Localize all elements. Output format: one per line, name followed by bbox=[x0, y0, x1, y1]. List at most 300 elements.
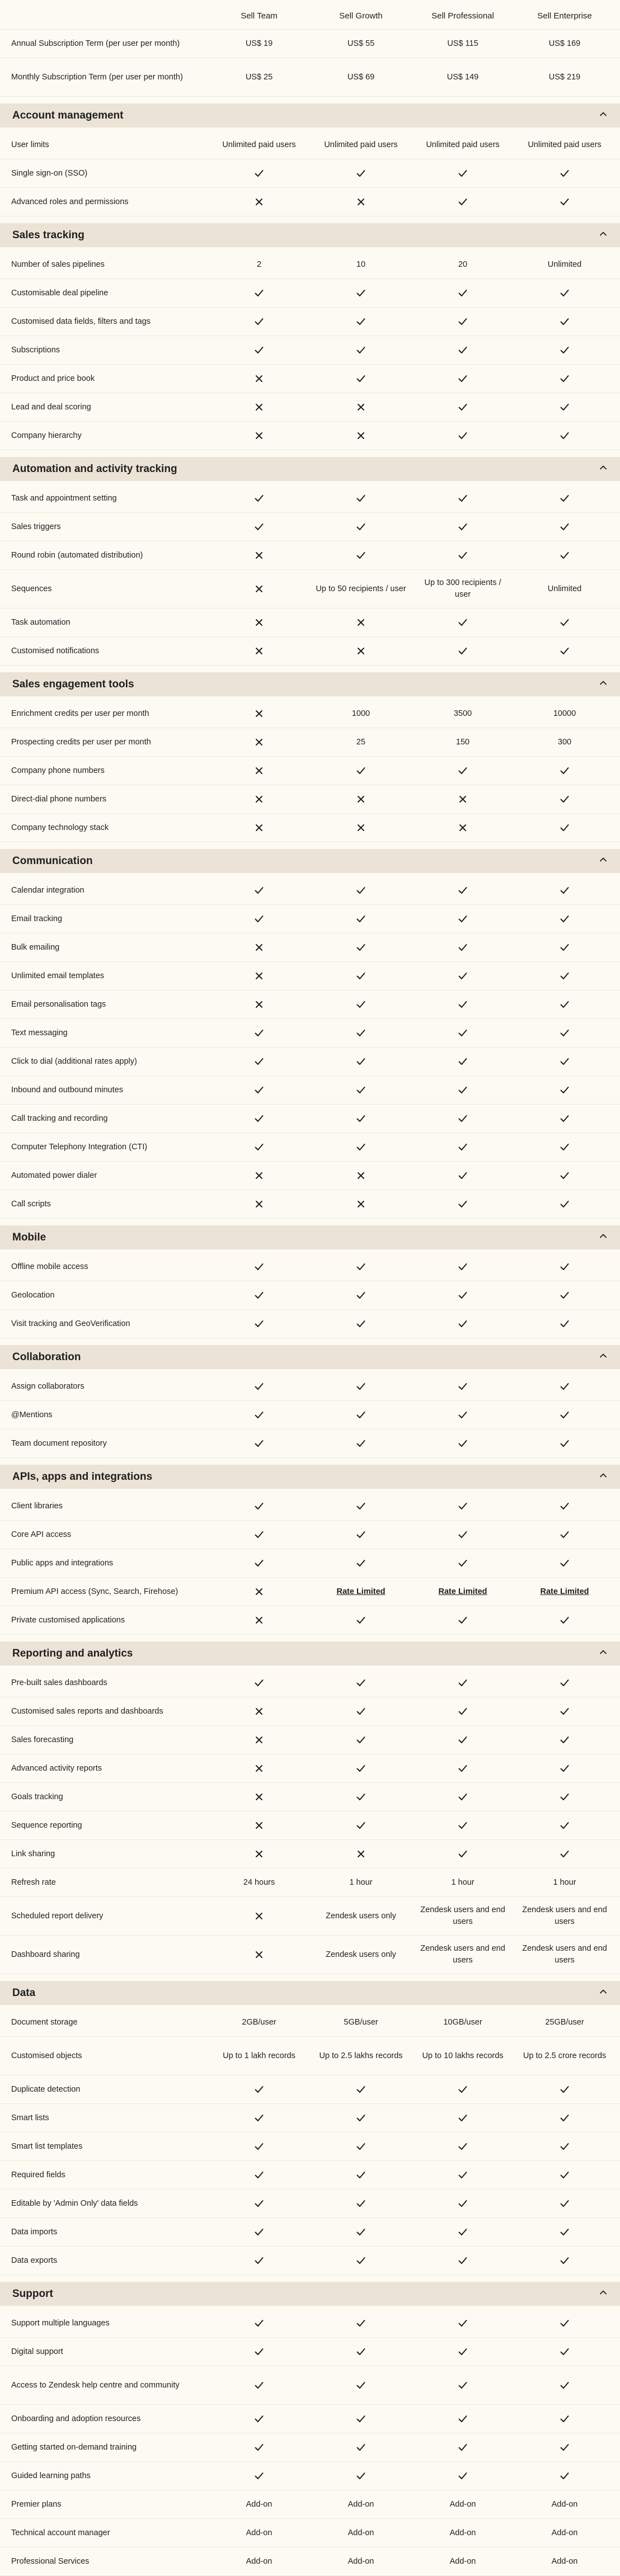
cross-icon bbox=[208, 550, 310, 562]
check-icon bbox=[514, 1261, 616, 1273]
feature-row-client-libraries bbox=[0, 1492, 620, 1521]
plan-value: 5GB/user bbox=[344, 2017, 378, 2027]
check-icon bbox=[514, 402, 616, 413]
section-title: Automation and activity tracking bbox=[12, 463, 177, 475]
feature-row-prospecting-credits-per-user-per-month bbox=[0, 728, 620, 757]
feature-row-call-scripts bbox=[0, 1190, 620, 1219]
cross-icon bbox=[208, 1706, 310, 1718]
feature-label: Private customised applications bbox=[11, 1615, 125, 1625]
feature-row-access-to-zendesk-help-centre-and-community bbox=[0, 2366, 620, 2405]
feature-row-bulk-emailing bbox=[0, 933, 620, 962]
chevron-up-icon[interactable] bbox=[598, 1470, 609, 1484]
section-header-account-management[interactable] bbox=[0, 103, 620, 128]
check-icon bbox=[310, 999, 412, 1011]
check-icon bbox=[208, 2169, 310, 2181]
cross-icon bbox=[208, 1820, 310, 1832]
feature-label: Customised sales reports and dashboards bbox=[11, 1706, 163, 1716]
check-icon bbox=[310, 316, 412, 328]
feature-label: Sequences bbox=[11, 584, 52, 593]
cross-icon bbox=[208, 1763, 310, 1775]
check-icon bbox=[514, 1409, 616, 1421]
check-icon bbox=[208, 1381, 310, 1393]
feature-label: Smart lists bbox=[11, 2113, 49, 2122]
feature-label: Required fields bbox=[11, 2170, 65, 2179]
check-icon bbox=[514, 1791, 616, 1803]
check-icon bbox=[412, 2169, 514, 2181]
feature-row-onboarding-and-adoption-resources bbox=[0, 2405, 620, 2433]
check-icon bbox=[208, 316, 310, 328]
section-header-mobile[interactable] bbox=[0, 1225, 620, 1249]
check-icon bbox=[412, 2470, 514, 2482]
feature-row-dashboard-sharing bbox=[0, 1936, 620, 1974]
check-icon bbox=[412, 1677, 514, 1689]
check-icon bbox=[412, 2255, 514, 2267]
check-icon bbox=[208, 1290, 310, 1301]
cross-icon bbox=[208, 1170, 310, 1182]
check-icon bbox=[412, 1261, 514, 1273]
check-icon bbox=[412, 1084, 514, 1096]
plan-value: US$ 169 bbox=[548, 39, 581, 48]
check-icon bbox=[208, 1027, 310, 1039]
feature-row-team-document-repository bbox=[0, 1429, 620, 1458]
feature-row-email-tracking bbox=[0, 905, 620, 933]
feature-label: Enrichment credits per user per month bbox=[11, 709, 149, 718]
feature-label: Click to dial (additional rates apply) bbox=[11, 1056, 137, 1066]
cross-icon bbox=[208, 1734, 310, 1746]
section-header-collaboration[interactable] bbox=[0, 1345, 620, 1369]
feature-row-text-messaging bbox=[0, 1019, 620, 1048]
feature-row-guided-learning-paths bbox=[0, 2462, 620, 2490]
check-icon bbox=[412, 1027, 514, 1039]
check-icon bbox=[310, 1290, 412, 1301]
feature-row-customised-sales-reports-and-dashboards bbox=[0, 1697, 620, 1726]
check-icon bbox=[208, 345, 310, 356]
section-header-data[interactable] bbox=[0, 1981, 620, 2005]
cross-icon bbox=[208, 970, 310, 982]
feature-label: Lead and deal scoring bbox=[11, 402, 91, 412]
plan-value: Zendesk users and end users bbox=[522, 1905, 607, 1926]
check-icon bbox=[310, 2084, 412, 2096]
feature-label: Email personalisation tags bbox=[11, 999, 106, 1009]
section-title: Sales engagement tools bbox=[12, 678, 134, 690]
plan-value: 10 bbox=[356, 260, 366, 269]
check-icon bbox=[514, 1848, 616, 1860]
check-icon bbox=[310, 885, 412, 897]
feature-label: Call scripts bbox=[11, 1199, 51, 1209]
check-icon bbox=[514, 2198, 616, 2210]
feature-label: Scheduled report delivery bbox=[11, 1911, 104, 1921]
cross-icon bbox=[208, 794, 310, 805]
check-icon bbox=[514, 1706, 616, 1718]
chevron-up-icon[interactable] bbox=[598, 1230, 609, 1244]
cross-icon bbox=[310, 1848, 412, 1860]
check-icon bbox=[412, 1615, 514, 1626]
plan-value: Zendesk users only bbox=[326, 1950, 396, 1959]
cross-icon bbox=[412, 822, 514, 834]
check-icon bbox=[412, 316, 514, 328]
feature-label: Calendar integration bbox=[11, 885, 84, 895]
plan-value: Up to 50 recipients / user bbox=[316, 584, 406, 593]
feature-row-technical-account-manager bbox=[0, 2519, 620, 2547]
check-icon bbox=[412, 1763, 514, 1775]
section-header-reporting-and-analytics[interactable] bbox=[0, 1641, 620, 1666]
cross-icon bbox=[412, 794, 514, 805]
cross-icon bbox=[208, 583, 310, 595]
feature-row-smart-lists bbox=[0, 2104, 620, 2132]
plan-value: Unlimited bbox=[547, 584, 582, 593]
feature-label: Document storage bbox=[11, 2017, 78, 2027]
plan-value: 20 bbox=[458, 260, 468, 269]
feature-row-duplicate-detection bbox=[0, 2075, 620, 2104]
cross-icon bbox=[208, 196, 310, 208]
feature-label: Premier plans bbox=[11, 2499, 62, 2509]
check-icon bbox=[310, 1113, 412, 1125]
chevron-up-icon[interactable] bbox=[598, 1350, 609, 1364]
feature-row-call-tracking-and-recording bbox=[0, 1105, 620, 1133]
plan-value: Zendesk users and end users bbox=[522, 1944, 607, 1965]
feature-row-lead-and-deal-scoring bbox=[0, 393, 620, 422]
feature-row-customised-data-fields-filters-and-tags bbox=[0, 308, 620, 336]
check-icon bbox=[208, 2112, 310, 2124]
feature-row-task-automation bbox=[0, 608, 620, 637]
check-icon bbox=[514, 942, 616, 954]
cross-icon bbox=[310, 196, 412, 208]
cross-icon bbox=[310, 617, 412, 629]
plan-value: Add-on bbox=[347, 2528, 374, 2537]
plan-value: Add-on bbox=[246, 2499, 273, 2509]
chevron-up-icon[interactable] bbox=[598, 677, 609, 691]
feature-row-user-limits bbox=[0, 131, 620, 159]
cross-icon bbox=[208, 373, 310, 385]
plan-value: 24 hours bbox=[243, 1877, 275, 1887]
check-icon bbox=[310, 1558, 412, 1569]
feature-row-geolocation bbox=[0, 1281, 620, 1310]
section-title: Collaboration bbox=[12, 1351, 81, 1363]
check-icon bbox=[514, 345, 616, 356]
cross-icon bbox=[310, 794, 412, 805]
check-icon bbox=[208, 2318, 310, 2329]
check-icon bbox=[412, 970, 514, 982]
feature-label: Prospecting credits per user per month bbox=[11, 737, 151, 747]
feature-label: Editable by 'Admin Only' data fields bbox=[11, 2198, 138, 2208]
feature-label: Guided learning paths bbox=[11, 2471, 91, 2480]
check-icon bbox=[208, 2226, 310, 2238]
check-icon bbox=[310, 2198, 412, 2210]
feature-label: Offline mobile access bbox=[11, 1262, 88, 1271]
feature-row-professional-services bbox=[0, 2547, 620, 2576]
check-icon bbox=[514, 1381, 616, 1393]
plan-value: US$ 219 bbox=[548, 72, 581, 82]
check-icon bbox=[208, 2255, 310, 2267]
check-icon bbox=[310, 521, 412, 533]
cross-icon bbox=[208, 430, 310, 442]
feature-row-customisable-deal-pipeline bbox=[0, 279, 620, 308]
chevron-up-icon[interactable] bbox=[598, 854, 609, 868]
check-icon bbox=[412, 617, 514, 629]
check-icon bbox=[310, 1529, 412, 1541]
feature-row-premium-api-access-sync-search-firehose bbox=[0, 1578, 620, 1606]
section-header-sales-engagement-tools[interactable] bbox=[0, 672, 620, 696]
check-icon bbox=[310, 2318, 412, 2329]
check-icon bbox=[514, 1615, 616, 1626]
feature-label: Smart list templates bbox=[11, 2141, 83, 2151]
check-icon bbox=[514, 2141, 616, 2153]
feature-label: Round robin (automated distribution) bbox=[11, 550, 143, 560]
check-icon bbox=[514, 1763, 616, 1775]
check-icon bbox=[310, 2470, 412, 2482]
cross-icon bbox=[208, 942, 310, 954]
check-icon bbox=[514, 1529, 616, 1541]
check-icon bbox=[514, 2084, 616, 2096]
check-icon bbox=[310, 970, 412, 982]
check-icon bbox=[514, 2255, 616, 2267]
feature-row-advanced-activity-reports bbox=[0, 1754, 620, 1783]
check-icon bbox=[514, 2470, 616, 2482]
feature-label: Customised notifications bbox=[11, 646, 100, 655]
rate-limited-link[interactable]: Rate Limited bbox=[540, 1587, 589, 1596]
section-title: Communication bbox=[12, 855, 93, 867]
check-icon bbox=[514, 1501, 616, 1512]
check-icon bbox=[310, 2141, 412, 2153]
feature-row-product-and-price-book bbox=[0, 365, 620, 393]
feature-row-data-exports bbox=[0, 2247, 620, 2275]
plan-value: Up to 2.5 crore records bbox=[523, 2051, 607, 2060]
feature-row-refresh-rate bbox=[0, 1869, 620, 1897]
check-icon bbox=[514, 373, 616, 385]
plan-value-cell bbox=[412, 1586, 514, 1598]
plan-value-cell bbox=[514, 1586, 616, 1598]
feature-row-task-and-appointment-setting bbox=[0, 484, 620, 513]
plan-value: Add-on bbox=[347, 2556, 374, 2566]
feature-row-email-personalisation-tags bbox=[0, 990, 620, 1019]
plan-name: Sell Professional bbox=[431, 11, 494, 21]
cross-icon bbox=[310, 645, 412, 657]
check-icon bbox=[514, 970, 616, 982]
feature-row-sales-triggers bbox=[0, 513, 620, 541]
plan-value: Zendesk users and end users bbox=[420, 1944, 505, 1965]
feature-label: Text messaging bbox=[11, 1028, 68, 1037]
feature-row-customised-notifications bbox=[0, 637, 620, 666]
chevron-up-icon[interactable] bbox=[598, 462, 609, 476]
feature-row-support-multiple-languages bbox=[0, 2309, 620, 2338]
feature-row-enrichment-credits-per-user-per-month bbox=[0, 700, 620, 728]
check-icon bbox=[412, 1381, 514, 1393]
feature-row-direct-dial-phone-numbers bbox=[0, 785, 620, 814]
check-icon bbox=[514, 1820, 616, 1832]
feature-label: Assign collaborators bbox=[11, 1381, 84, 1391]
feature-row-company-technology-stack bbox=[0, 814, 620, 842]
check-icon bbox=[310, 1056, 412, 1068]
feature-label: Public apps and integrations bbox=[11, 1558, 114, 1568]
check-icon bbox=[412, 2380, 514, 2391]
check-icon bbox=[208, 2413, 310, 2425]
plan-value: 10GB/user bbox=[443, 2017, 482, 2027]
feature-row-monthly-subscription-term-per-user-per-month bbox=[0, 58, 620, 97]
plan-value: Unlimited paid users bbox=[426, 140, 500, 149]
feature-label: Pre-built sales dashboards bbox=[11, 1678, 107, 1687]
section-header-communication[interactable] bbox=[0, 849, 620, 873]
check-icon bbox=[310, 2112, 412, 2124]
check-icon bbox=[412, 521, 514, 533]
plan-value: Up to 2.5 lakhs records bbox=[319, 2051, 403, 2060]
rate-limited-link[interactable]: Rate Limited bbox=[438, 1587, 487, 1596]
feature-label: Advanced roles and permissions bbox=[11, 197, 129, 206]
feature-row-click-to-dial-additional-rates-apply bbox=[0, 1048, 620, 1076]
feature-row-assign-collaborators bbox=[0, 1372, 620, 1401]
plan-value: Add-on bbox=[551, 2556, 578, 2566]
plan-value-cell bbox=[310, 1586, 412, 1598]
feature-label: Client libraries bbox=[11, 1501, 63, 1511]
chevron-up-icon[interactable] bbox=[598, 228, 609, 242]
check-icon bbox=[514, 316, 616, 328]
check-icon bbox=[208, 1141, 310, 1153]
check-icon bbox=[412, 999, 514, 1011]
check-icon bbox=[412, 1170, 514, 1182]
feature-label: Computer Telephony Integration (CTI) bbox=[11, 1142, 148, 1152]
section-title: Mobile bbox=[12, 1231, 46, 1243]
check-icon bbox=[310, 1820, 412, 1832]
feature-row-company-hierarchy bbox=[0, 422, 620, 450]
feature-label: Unlimited email templates bbox=[11, 971, 105, 980]
check-icon bbox=[514, 913, 616, 925]
plan-value: 1 hour bbox=[553, 1877, 576, 1887]
check-icon bbox=[412, 1734, 514, 1746]
section-title: Support bbox=[12, 2287, 53, 2300]
feature-row-round-robin-automated-distribution bbox=[0, 541, 620, 570]
section-header-sales-tracking[interactable] bbox=[0, 223, 620, 247]
check-icon bbox=[412, 1820, 514, 1832]
check-icon bbox=[412, 493, 514, 504]
check-icon bbox=[208, 1084, 310, 1096]
plan-value: 2GB/user bbox=[242, 2017, 276, 2027]
check-icon bbox=[310, 1141, 412, 1153]
check-icon bbox=[412, 402, 514, 413]
cross-icon bbox=[310, 822, 412, 834]
check-icon bbox=[514, 1141, 616, 1153]
check-icon bbox=[514, 1318, 616, 1330]
check-icon bbox=[514, 645, 616, 657]
check-icon bbox=[412, 1199, 514, 1210]
feature-label: Support multiple languages bbox=[11, 2318, 110, 2328]
plan-value: Unlimited paid users bbox=[222, 140, 296, 149]
feature-label: Technical account manager bbox=[11, 2528, 110, 2537]
plan-name: Sell Growth bbox=[339, 11, 383, 21]
feature-label: Monthly Subscription Term (per user per month) bbox=[11, 72, 183, 82]
feature-label: Geolocation bbox=[11, 1290, 55, 1300]
feature-label: Email tracking bbox=[11, 914, 63, 923]
check-icon bbox=[412, 1318, 514, 1330]
feature-label: Company hierarchy bbox=[11, 431, 82, 440]
plan-value: US$ 149 bbox=[447, 72, 479, 82]
check-icon bbox=[310, 2442, 412, 2454]
check-icon bbox=[412, 287, 514, 299]
feature-row-annual-subscription-term-per-user-per-month bbox=[0, 30, 620, 58]
check-icon bbox=[310, 1318, 412, 1330]
feature-label: Onboarding and adoption resources bbox=[11, 2414, 141, 2423]
cross-icon bbox=[208, 402, 310, 413]
check-icon bbox=[412, 1056, 514, 1068]
feature-row-calendar-integration bbox=[0, 876, 620, 905]
feature-label: Sales forecasting bbox=[11, 1735, 74, 1744]
feature-label: Professional Services bbox=[11, 2556, 90, 2566]
check-icon bbox=[208, 2141, 310, 2153]
feature-label: Refresh rate bbox=[11, 1877, 56, 1887]
plan-value: Add-on bbox=[551, 2499, 578, 2509]
feature-row-pre-built-sales-dashboards bbox=[0, 1669, 620, 1697]
rate-limited-link[interactable]: Rate Limited bbox=[336, 1587, 386, 1596]
chevron-up-icon[interactable] bbox=[598, 1986, 609, 2000]
check-icon bbox=[310, 168, 412, 180]
feature-label: Customised objects bbox=[11, 2051, 82, 2060]
check-icon bbox=[412, 2318, 514, 2329]
chevron-up-icon[interactable] bbox=[598, 2287, 609, 2301]
feature-row-editable-by-admin-only-data-fields bbox=[0, 2190, 620, 2218]
chevron-up-icon[interactable] bbox=[598, 108, 609, 122]
feature-label: Company technology stack bbox=[11, 823, 109, 832]
check-icon bbox=[412, 1438, 514, 1450]
check-icon bbox=[514, 822, 616, 834]
check-icon bbox=[208, 1558, 310, 1569]
plan-value: Up to 1 lakh records bbox=[223, 2051, 295, 2060]
chevron-up-icon[interactable] bbox=[598, 1646, 609, 1660]
feature-label: Duplicate detection bbox=[11, 2084, 81, 2094]
feature-row-getting-started-on-demand-training bbox=[0, 2433, 620, 2462]
feature-label: @Mentions bbox=[11, 1410, 53, 1419]
check-icon bbox=[514, 999, 616, 1011]
section-header-automation-and-activity-tracking[interactable] bbox=[0, 457, 620, 481]
section-header-support[interactable] bbox=[0, 2282, 620, 2306]
plan-value: 25 bbox=[356, 737, 366, 747]
check-icon bbox=[412, 550, 514, 562]
feature-label: Getting started on-demand training bbox=[11, 2442, 137, 2452]
check-icon bbox=[208, 2084, 310, 2096]
check-icon bbox=[208, 1529, 310, 1541]
plan-value: 1 hour bbox=[451, 1877, 475, 1887]
feature-row-single-sign-on-sso bbox=[0, 159, 620, 188]
plan-value: Add-on bbox=[449, 2556, 476, 2566]
feature-label: Automated power dialer bbox=[11, 1171, 97, 1180]
check-icon bbox=[412, 1290, 514, 1301]
cross-icon bbox=[208, 765, 310, 777]
check-icon bbox=[208, 168, 310, 180]
feature-label: Direct-dial phone numbers bbox=[11, 794, 107, 804]
feature-row-public-apps-and-integrations bbox=[0, 1549, 620, 1578]
check-icon bbox=[514, 168, 616, 180]
plan-value: Up to 10 lakhs records bbox=[422, 2051, 504, 2060]
feature-label: Visit tracking and GeoVerification bbox=[11, 1319, 130, 1328]
feature-row-smart-list-templates bbox=[0, 2132, 620, 2161]
feature-row-offline-mobile-access bbox=[0, 1253, 620, 1281]
cross-icon bbox=[208, 1791, 310, 1803]
feature-row-data-imports bbox=[0, 2218, 620, 2247]
check-icon bbox=[310, 2380, 412, 2391]
cross-icon bbox=[310, 1199, 412, 1210]
check-icon bbox=[514, 794, 616, 805]
feature-row-core-api-access bbox=[0, 1521, 620, 1549]
check-icon bbox=[310, 1261, 412, 1273]
section-header-apis-apps-and-integrations[interactable] bbox=[0, 1465, 620, 1489]
feature-label: Product and price book bbox=[11, 374, 95, 383]
cross-icon bbox=[310, 402, 412, 413]
plan-value: 25GB/user bbox=[545, 2017, 584, 2027]
check-icon bbox=[310, 2346, 412, 2358]
check-icon bbox=[514, 1734, 616, 1746]
feature-row-visit-tracking-and-geoverification bbox=[0, 1310, 620, 1338]
check-icon bbox=[208, 1261, 310, 1273]
check-icon bbox=[412, 2198, 514, 2210]
feature-row-customised-objects bbox=[0, 2037, 620, 2075]
feature-row-required-fields bbox=[0, 2161, 620, 2190]
